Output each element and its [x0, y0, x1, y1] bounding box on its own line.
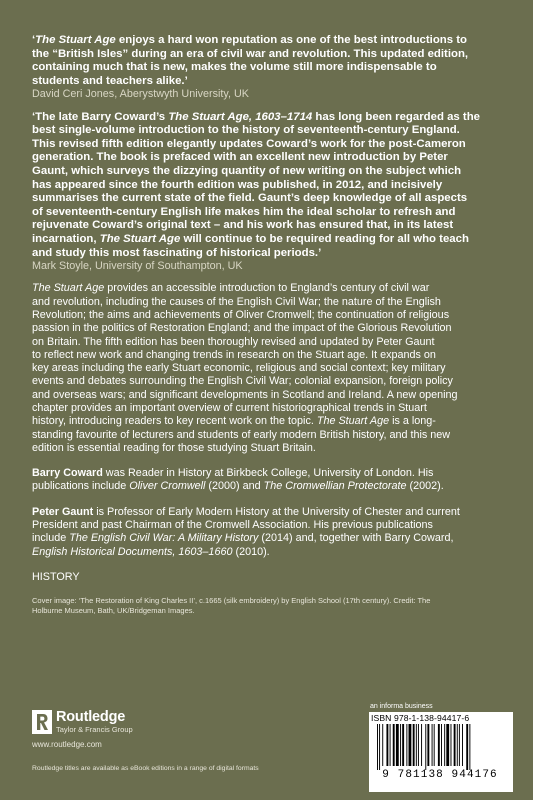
publisher-website: www.routledge.com — [32, 740, 102, 749]
barcode-bar — [451, 724, 452, 766]
barcode-bar — [446, 724, 449, 766]
barcode-bar — [425, 724, 426, 770]
barcode-bar — [444, 724, 445, 766]
barcode-bar — [390, 724, 391, 766]
cover-image-credit: Cover image: ‘The Restoration of King Charles II’, c.1665 (silk embroidery) by English School (17th century). Credit: The Holburne Museum, Bath, UK/Bridgeman Images. — [32, 595, 431, 615]
author-name: Barry Coward — [32, 467, 103, 480]
informa-label: an informa business — [370, 703, 433, 710]
barcode-bar — [379, 724, 380, 770]
barcode-bar — [396, 724, 399, 766]
isbn-barcode — [369, 712, 513, 792]
book-title: The Stuart Age — [99, 232, 181, 245]
barcode-bar — [454, 724, 456, 766]
book-title: The Stuart Age — [35, 34, 116, 46]
barcode-bar — [459, 724, 460, 766]
publisher-name: Routledge — [56, 709, 126, 725]
book-title: The Stuart Age, 1603–1714 — [168, 110, 313, 123]
routledge-logo-icon — [32, 710, 52, 734]
isbn-text: ISBN 978-1-138-94417-6 — [371, 713, 470, 723]
barcode-bar — [418, 724, 419, 766]
review-quote-1: ‘The Stuart Age enjoys a hard won reputation as one of the best introductions to the “British Isles” during an era of civil war and revolution. This updated edition, containing much that is new, makes the volume still more indispensable to students and teachers alike.’ — [32, 34, 469, 87]
barcode-bar — [386, 724, 388, 766]
author-name: Peter Gaunt — [32, 505, 94, 518]
book-title: The Stuart Age — [32, 282, 105, 295]
ebook-note: Routledge titles are available as eBook editions in a range of digital formats — [32, 765, 259, 772]
barcode-bar — [462, 724, 463, 766]
text-column — [32, 34, 512, 616]
barcode-bar — [432, 724, 433, 766]
barcode-bar — [400, 724, 401, 766]
barcode-number: 9 781138 944176 — [382, 769, 498, 781]
barcode-bar — [416, 724, 417, 766]
author-bio-coward: Barry Coward was Reader in History at Birkbeck College, University of London. His publications include Oliver Cromwell (2000) and The Cromwellian Protectorate (2002). — [32, 467, 444, 493]
subject-category: HISTORY — [32, 570, 80, 583]
barcode-bar — [469, 724, 470, 770]
barcode-bar — [438, 724, 440, 766]
barcode-bar — [382, 724, 383, 766]
author-bio-gaunt: Peter Gaunt is Professor of Early Modern History at the University of Chester and current President and past Chairman of the Cromwell Association. His previous publications include The English Civil War: A Military History (2014) and, together with Barry Coward, English Historical Documents, 1603–1660 (2010). — [32, 505, 460, 558]
review-attribution-1: David Ceri Jones, Aberystwyth University, UK — [32, 88, 250, 101]
review-attribution-2: Mark Stoyle, University of Southampton, UK — [32, 260, 243, 273]
barcode-bar — [421, 724, 422, 766]
barcode-bar — [441, 724, 442, 766]
barcode-bar — [406, 724, 407, 766]
barcode-bar — [466, 724, 468, 770]
publisher-group: Taylor & Francis Group — [56, 725, 133, 734]
book-title: The Stuart Age — [316, 415, 390, 428]
barcode-icon — [375, 724, 505, 770]
barcode-bar — [409, 724, 412, 766]
barcode-bar — [434, 724, 435, 766]
book-description: The Stuart Age provides an accessible introduction to England’s century of civil war and revolution, including the causes of the English Civil War; the nature of the English Revolution; the aims and achievements of Oliver Cromwell; the continuation of religious passion in the politics of Restoration England; and the impact of the Glorious Revolution on Britain. The fifth edition has been thoroughly revised and updated by Peter Gaunt to reflect new work and changing trends in research on the Stuart age. It expands on key areas including the early Stuart economic, religious and social context; key military events and debates surrounding the English Civil War; colonial expansion, foreign policy and overseas wars; and significant developments in Scotland and Ireland. A new opening chapter provides an important overview of current historiographical trends in Stuart history, introducing readers to key recent work on the topic. The Stuart Age is a long- standing favourite of lecturers and students of early modern British history, and this new edition is essential reading for those studying Stuart Britain. — [32, 282, 458, 454]
barcode-bar — [457, 724, 458, 766]
barcode-bar — [377, 724, 378, 770]
barcode-bar — [413, 724, 415, 766]
barcode-bar — [402, 724, 404, 766]
barcode-bar — [393, 724, 395, 766]
barcode-bar — [427, 724, 429, 766]
review-quote-2: ‘The late Barry Coward’s The Stuart Age, 1603–1714 has long been regarded as the best single-volume introduction to the history of seventeenth-century England. This revised fifth edition elegantly updates Coward’s work for the post-Cameron generation. The book is prefaced with an excellent new introduction by Peter Gaunt, which surveys the dizzying quantity of new writing on the subject which has appeared since the fourth edition was published, in 2012, and incisively summarises the current state of the field. Gaunt’s deep knowledge of all aspects of seventeenth-century English life makes him the ideal scholar to refresh and rejuvenate Coward’s original text – and his work has ensured that, in its latest incarnation, The Stuart Age will continue to be required reading for all who teach and study this most fascinating of historical periods.’ — [32, 110, 480, 259]
publisher-logo — [32, 708, 232, 736]
